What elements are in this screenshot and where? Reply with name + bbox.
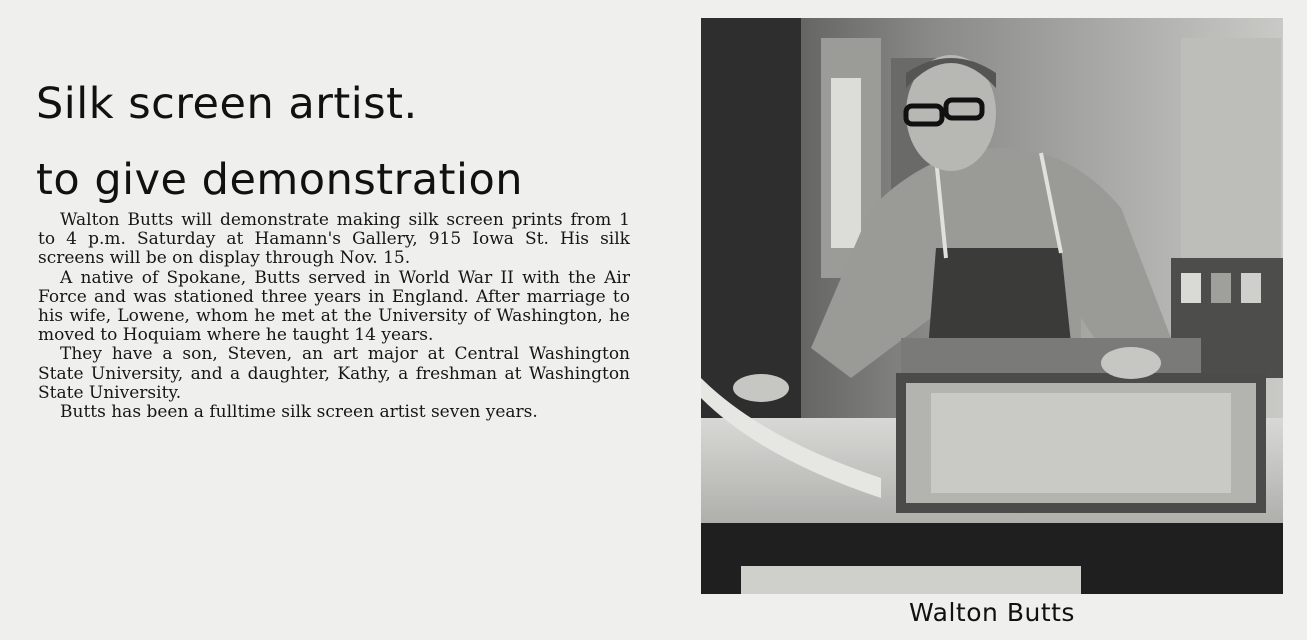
article-paragraph-3: They have a son, Steven, an art major at Central Washington State University, and a daughter, Kathy, a freshman at Washington State University. [38,344,630,403]
photo-illustration [701,18,1283,594]
headline-line-2: to give demonstration [36,155,524,205]
headline-line-1: Silk screen artist. [36,79,418,129]
photo-walton-butts [701,18,1283,594]
article-paragraph-4: Butts has been a fulltime silk screen artist seven years. [60,402,538,423]
photo-caption: Walton Butts [909,598,1075,627]
headline [36,66,676,218]
article-paragraph-2: A native of Spokane, Butts served in World War II with the Air Force and was stationed three years in England. After marriage to his wife, Lowene, whom he met at the University of Washington, he moved to Hoquiam where he taught 14 years. [38,267,630,346]
article-body [38,211,630,422]
article-paragraph-1: Walton Butts will demonstrate making silk screen prints from 1 to 4 p.m. Saturday at Hamann's Gallery, 915 Iowa St. His silk screens will be on display through Nov. 15. [38,210,630,269]
